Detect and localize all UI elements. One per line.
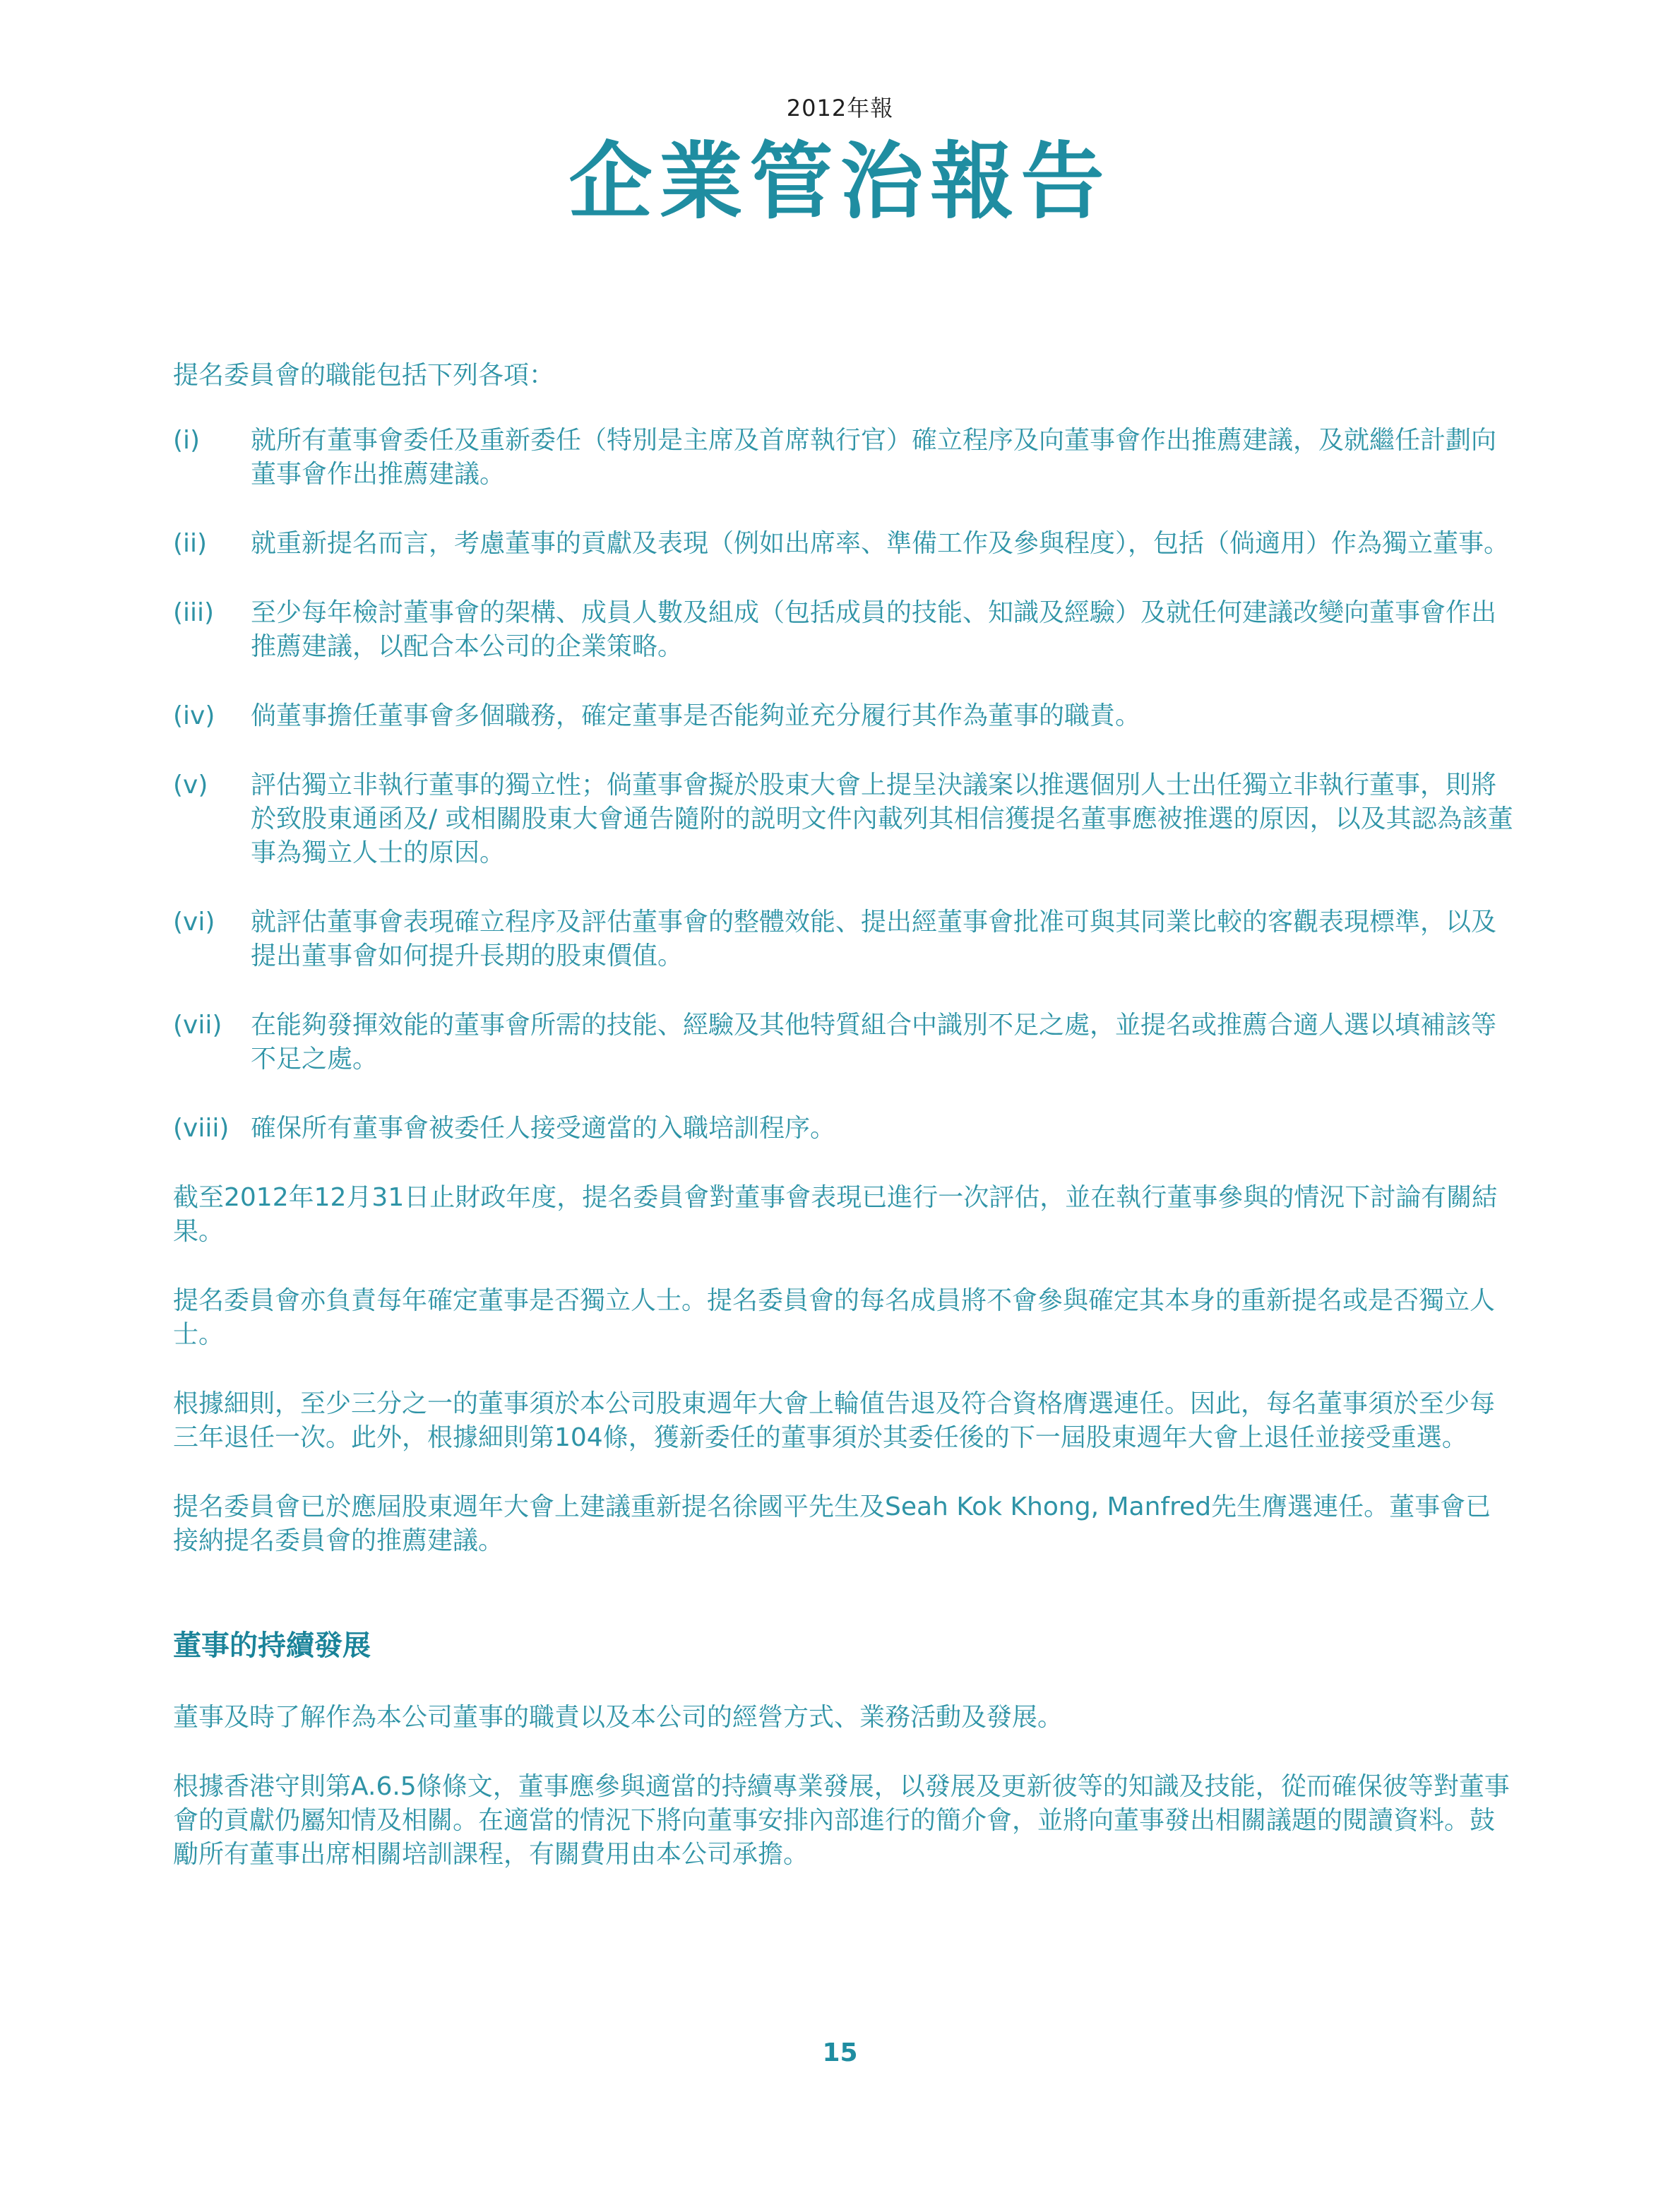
list-item-number: (i) [173,426,201,455]
list-item-text: 倘董事擔任董事會多個職務，確定董事是否能夠並充分履行其作為董事的職責。 [251,701,1141,730]
list-item-number: (viii) [173,1114,230,1143]
list-item-text: 評估獨立非執行董事的獨立性；倘董事會擬於股東大會上提呈決議案以推選個別人士出任獨立非執行董事，則將於致股東通函及/ 或相關股東大會通告隨附的説明文件內載列其相信獲提名董事應被推選的原因，以及其認為該董事為獨立人士的原因。 [251,771,1513,867]
list-item [173,1112,1515,1146]
list-item-text: 就評估董事會表現確立程序及評估董事會的整體效能、提出經董事會批准可與其同業比較的客觀表現標準，以及提出董事會如何提升長期的股東價值。 [251,908,1497,970]
nomination-functions-list [173,424,1515,1146]
document-body [173,359,1515,1907]
page-number: 15 [822,2038,858,2067]
list-item-number: (vi) [173,908,215,937]
list-item [173,1009,1515,1076]
list-item [173,905,1515,973]
list-item-number: (iii) [173,598,215,627]
development-paragraph: 董事及時了解作為本公司董事的職責以及本公司的經營方式、業務活動及發展。 [173,1703,1064,1732]
list-item-text: 就重新提名而言，考慮董事的貢獻及表現（例如出席率、準備工作及參與程度），包括（倘適用）作為獨立董事。 [251,529,1510,558]
rotation-paragraph: 根據細則，至少三分之一的董事須於本公司股東週年大會上輪值告退及符合資格膺選連任。因此，每名董事須於至少每三年退任一次。此外，根據細則第104條，獲新委任的董事須於其委任後的下一屆股東週年大會上退任並接受重選。 [173,1389,1496,1452]
nomination-intro: 提名委員會的職能包括下列各項： [173,361,555,390]
section-heading: 董事的持續發展 [173,1629,371,1662]
list-item-text: 確保所有董事會被委任人接受適當的入職培訓程序。 [251,1114,836,1143]
evaluation-paragraph: 截至2012年12月31日止財政年度，提名委員會對董事會表現已進行一次評估，並在執行董事參與的情況下討論有關結果。 [173,1183,1498,1246]
list-item [173,527,1515,561]
re-election-paragraph: 提名委員會已於應屆股東週年大會上建議重新提名徐國平先生及Seah Kok Khong, Manfred先生膺選連任。董事會已接納提名委員會的推薦建議。 [173,1492,1491,1555]
list-item-number: (ii) [173,529,208,558]
list-item-text: 至少每年檢討董事會的架構、成員人數及組成（包括成員的技能、知識及經驗）及就任何建議改變向董事會作出推薦建議，以配合本公司的企業策略。 [251,598,1497,661]
independence-paragraph: 提名委員會亦負責每年確定董事是否獨立人士。提名委員會的每名成員將不會參與確定其本身的重新提名或是否獨立人士。 [173,1286,1496,1349]
list-item [173,424,1515,492]
list-item-text: 就所有董事會委任及重新委任（特別是主席及首席執行官）確立程序及向董事會作出推薦建議，及就繼任計劃向董事會作出推薦建議。 [251,426,1497,489]
report-year: 2012年報 [786,95,894,121]
list-item-number: (vii) [173,1011,222,1040]
list-item-number: (iv) [173,701,215,730]
page-title: 企業管治報告 [568,133,1112,230]
list-item [173,699,1515,733]
list-item [173,768,1515,870]
development-paragraph: 根據香港守則第A.6.5條條文，董事應參與適當的持續專業發展，以發展及更新彼等的知識及技能，從而確保彼等對董事會的貢獻仍屬知情及相關。在適當的情況下將向董事安排內部進行的簡介會，並將向董事發出相關議題的閱讀資料。鼓勵所有董事出席相關培訓課程，有關費用由本公司承擔。 [173,1772,1510,1869]
list-item [173,596,1515,664]
list-item-text: 在能夠發揮效能的董事會所需的技能、經驗及其他特質組合中識別不足之處，並提名或推薦合適人選以填補該等不足之處。 [251,1011,1497,1074]
list-item-number: (v) [173,771,208,800]
